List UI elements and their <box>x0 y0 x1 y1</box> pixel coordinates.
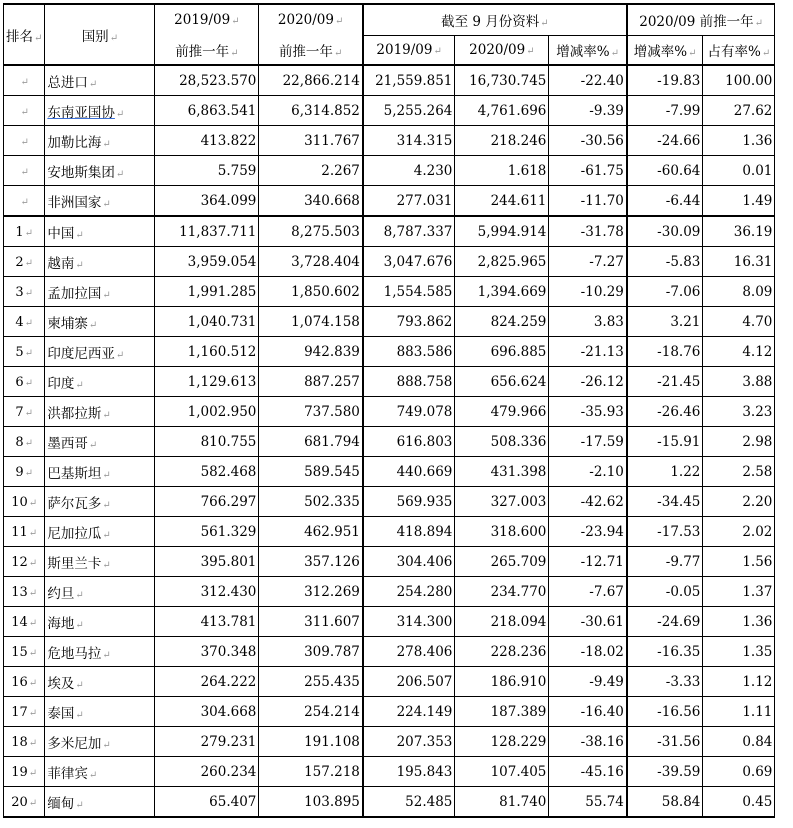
country-name-cell: 埃及↵ <box>45 667 155 697</box>
ytd-2019-cell: 888.758 <box>363 367 455 397</box>
ytd-change-cell: -38.16 <box>549 727 627 757</box>
ytd-change-cell: -22.40 <box>549 65 627 96</box>
ytd-change-cell: -23.94 <box>549 517 627 547</box>
share-cell: 4.12 <box>703 337 775 367</box>
value-2020-cell: 191.108 <box>259 727 363 757</box>
value-2019-cell: 1,160.512 <box>155 337 259 367</box>
prev-change-cell: 3.21 <box>627 307 703 337</box>
table-row <box>4 186 775 217</box>
ranked-rows <box>4 216 775 817</box>
value-2020-cell: 312.269 <box>259 577 363 607</box>
share-cell: 0.01 <box>703 156 775 186</box>
rank-cell: 12↵ <box>4 547 45 577</box>
share-cell: 1.36 <box>703 607 775 637</box>
value-2019-cell: 28,523.570 <box>155 65 259 96</box>
share-cell: 1.49 <box>703 186 775 217</box>
ytd-2019-cell: 440.669 <box>363 457 455 487</box>
ytd-2020-cell: 1,394.669 <box>455 277 549 307</box>
ytd-2020-cell: 265.709 <box>455 547 549 577</box>
table-row <box>4 337 775 367</box>
country-name-cell: 总进口↵ <box>45 65 155 96</box>
value-2019-cell: 304.668 <box>155 697 259 727</box>
value-2019-cell: 413.822 <box>155 126 259 156</box>
country-header: 国别↵ <box>45 4 155 65</box>
ytd-2019-header: 2019/09↵ <box>363 36 455 66</box>
ytd-2019-cell: 4.230 <box>363 156 455 186</box>
ytd-2019-cell: 314.315 <box>363 126 455 156</box>
value-2020-cell: 1,850.602 <box>259 277 363 307</box>
ytd-2020-cell: 81.740 <box>455 787 549 818</box>
value-2020-cell: 942.839 <box>259 337 363 367</box>
table-row <box>4 96 775 126</box>
table-row <box>4 637 775 667</box>
share-cell: 4.70 <box>703 307 775 337</box>
country-name-cell: 印度尼西亚↵ <box>45 337 155 367</box>
ytd-change-cell: -18.02 <box>549 637 627 667</box>
prev-change-cell: -7.06 <box>627 277 703 307</box>
prev-change-cell: -16.56 <box>627 697 703 727</box>
ytd-2019-cell: 254.280 <box>363 577 455 607</box>
rank-cell: 10↵ <box>4 487 45 517</box>
country-name-cell: 越南↵ <box>45 247 155 277</box>
ytd-2019-cell: 5,255.264 <box>363 96 455 126</box>
ytd-2020-cell: 218.246 <box>455 126 549 156</box>
rank-cell: ↵ <box>4 96 45 126</box>
ytd-change-cell: -21.13 <box>549 337 627 367</box>
prev-change-cell: -6.44 <box>627 186 703 217</box>
rank-cell: 6↵ <box>4 367 45 397</box>
value-2020-cell: 737.580 <box>259 397 363 427</box>
prev-change-cell: -19.83 <box>627 65 703 96</box>
prev-change-cell: -60.64 <box>627 156 703 186</box>
ytd-2019-cell: 206.507 <box>363 667 455 697</box>
ytd-2019-cell: 195.843 <box>363 757 455 787</box>
ytd-2019-cell: 52.485 <box>363 787 455 818</box>
value-2019-cell: 5.759 <box>155 156 259 186</box>
prev-change-cell: -21.45 <box>627 367 703 397</box>
ytd-2020-cell: 5,994.914 <box>455 216 549 247</box>
value-2019-cell: 582.468 <box>155 457 259 487</box>
rank-cell: 5↵ <box>4 337 45 367</box>
ytd-2020-cell: 824.259 <box>455 307 549 337</box>
share-cell: 2.20 <box>703 487 775 517</box>
ytd-change-cell: -35.93 <box>549 397 627 427</box>
ytd-change-cell: -61.75 <box>549 156 627 186</box>
rank-cell: 11↵ <box>4 517 45 547</box>
ytd-change-cell: -17.59 <box>549 427 627 457</box>
table-row <box>4 577 775 607</box>
prev-change-cell: 58.84 <box>627 787 703 818</box>
country-name-cell: 菲律宾↵ <box>45 757 155 787</box>
ytd-2019-cell: 314.300 <box>363 607 455 637</box>
table-row <box>4 787 775 818</box>
share-cell: 36.19 <box>703 216 775 247</box>
value-2019-cell: 766.297 <box>155 487 259 517</box>
share-cell: 0.69 <box>703 757 775 787</box>
country-name-cell: 约旦↵ <box>45 577 155 607</box>
value-2019-cell: 3,959.054 <box>155 247 259 277</box>
prev-change-cell: -9.77 <box>627 547 703 577</box>
country-name-cell: 孟加拉国↵ <box>45 277 155 307</box>
ytd-2019-cell: 616.803 <box>363 427 455 457</box>
ytd-2020-cell: 4,761.696 <box>455 96 549 126</box>
rank-cell: ↵ <box>4 126 45 156</box>
country-name-cell: 中国↵ <box>45 216 155 247</box>
table-row <box>4 277 775 307</box>
value-2019-cell: 395.801 <box>155 547 259 577</box>
table-row <box>4 487 775 517</box>
prev-year-2019-header: 前推一年↵ <box>155 36 259 66</box>
value-2019-cell: 810.755 <box>155 427 259 457</box>
ytd-2020-cell: 656.624 <box>455 367 549 397</box>
value-2020-cell: 3,728.404 <box>259 247 363 277</box>
share-cell: 2.58 <box>703 457 775 487</box>
prev-change-cell: -30.09 <box>627 216 703 247</box>
share-cell: 2.02 <box>703 517 775 547</box>
header-row-top <box>4 4 775 36</box>
value-2019-cell: 1,040.731 <box>155 307 259 337</box>
prev-change-cell: -15.91 <box>627 427 703 457</box>
ytd-change-cell: 3.83 <box>549 307 627 337</box>
table-row <box>4 397 775 427</box>
value-2020-cell: 887.257 <box>259 367 363 397</box>
value-2020-cell: 22,866.214 <box>259 65 363 96</box>
ytd-2019-cell: 8,787.337 <box>363 216 455 247</box>
prev-change-cell: -26.46 <box>627 397 703 427</box>
ytd-change-cell: -12.71 <box>549 547 627 577</box>
import-table-container <box>3 3 775 818</box>
prev-change-cell: -7.99 <box>627 96 703 126</box>
rank-cell: 15↵ <box>4 637 45 667</box>
table-row <box>4 427 775 457</box>
value-2020-cell: 157.218 <box>259 757 363 787</box>
rank-cell: 7↵ <box>4 397 45 427</box>
prev-change-cell: -18.76 <box>627 337 703 367</box>
value-2019-cell: 65.407 <box>155 787 259 818</box>
rank-cell: 3↵ <box>4 277 45 307</box>
ytd-change-cell: -9.39 <box>549 96 627 126</box>
value-2019-cell: 413.781 <box>155 607 259 637</box>
ytd-2020-cell: 228.236 <box>455 637 549 667</box>
prev-change-cell: -16.35 <box>627 637 703 667</box>
ytd-change-cell: -11.70 <box>549 186 627 217</box>
prev-change-cell: -5.83 <box>627 247 703 277</box>
value-2020-cell: 589.545 <box>259 457 363 487</box>
rank-cell: 20↵ <box>4 787 45 818</box>
share-cell: 1.36 <box>703 126 775 156</box>
share-cell: 0.84 <box>703 727 775 757</box>
value-2020-cell: 462.951 <box>259 517 363 547</box>
prev-year-2020-header: 前推一年↵ <box>259 36 363 66</box>
rank-cell: ↵ <box>4 186 45 217</box>
ytd-2020-cell: 128.229 <box>455 727 549 757</box>
ytd-2020-cell: 244.611 <box>455 186 549 217</box>
ytd-change-cell: -10.29 <box>549 277 627 307</box>
ytd-2019-cell: 304.406 <box>363 547 455 577</box>
table-row <box>4 547 775 577</box>
value-2019-cell: 364.099 <box>155 186 259 217</box>
ytd-2020-cell: 318.600 <box>455 517 549 547</box>
year-2020-header: 2020/09↵ <box>259 4 363 36</box>
prev-change-cell: -24.66 <box>627 126 703 156</box>
ytd-2019-cell: 207.353 <box>363 727 455 757</box>
value-2020-cell: 2.267 <box>259 156 363 186</box>
year-2019-header: 2019/09↵ <box>155 4 259 36</box>
country-name-cell: 海地↵ <box>45 607 155 637</box>
rank-cell: ↵ <box>4 156 45 186</box>
table-row <box>4 307 775 337</box>
ytd-2019-cell: 883.586 <box>363 337 455 367</box>
ytd-2019-cell: 21,559.851 <box>363 65 455 96</box>
ytd-2019-cell: 1,554.585 <box>363 277 455 307</box>
rank-header: 排名↵ <box>4 4 45 65</box>
share-cell: 3.88 <box>703 367 775 397</box>
rank-cell: 19↵ <box>4 757 45 787</box>
rank-cell: 16↵ <box>4 667 45 697</box>
rank-cell: 14↵ <box>4 607 45 637</box>
value-2020-cell: 8,275.503 <box>259 216 363 247</box>
ytd-2020-cell: 327.003 <box>455 487 549 517</box>
country-name-cell: 东南亚国协↵ <box>45 96 155 126</box>
share-cell: 16.31 <box>703 247 775 277</box>
country-name-cell: 多米尼加↵ <box>45 727 155 757</box>
share-cell: 1.37 <box>703 577 775 607</box>
value-2020-cell: 681.794 <box>259 427 363 457</box>
rank-cell: 18↵ <box>4 727 45 757</box>
country-name-cell: 安地斯集团↵ <box>45 156 155 186</box>
ytd-change-cell: -30.61 <box>549 607 627 637</box>
ytd-2019-cell: 277.031 <box>363 186 455 217</box>
table-row <box>4 65 775 96</box>
prev-change-cell: -39.59 <box>627 757 703 787</box>
ytd-change-cell: -26.12 <box>549 367 627 397</box>
country-name-cell: 危地马拉↵ <box>45 637 155 667</box>
prev-change-cell: -0.05 <box>627 577 703 607</box>
rank-cell: 8↵ <box>4 427 45 457</box>
value-2019-cell: 6,863.541 <box>155 96 259 126</box>
value-2020-cell: 502.335 <box>259 487 363 517</box>
share-cell: 2.98 <box>703 427 775 457</box>
prev-change-cell: -31.56 <box>627 727 703 757</box>
share-cell: 1.56 <box>703 547 775 577</box>
table-row <box>4 697 775 727</box>
value-2020-cell: 311.767 <box>259 126 363 156</box>
value-2020-cell: 309.787 <box>259 637 363 667</box>
prev-year-group-header: 2020/09 前推一年↵ <box>627 4 775 36</box>
value-2019-cell: 279.231 <box>155 727 259 757</box>
value-2019-cell: 1,002.950 <box>155 397 259 427</box>
value-2019-cell: 561.329 <box>155 517 259 547</box>
country-name-cell: 尼加拉瓜↵ <box>45 517 155 547</box>
value-2020-cell: 103.895 <box>259 787 363 818</box>
table-row <box>4 757 775 787</box>
table-row <box>4 367 775 397</box>
table-row <box>4 126 775 156</box>
share-cell: 8.09 <box>703 277 775 307</box>
table-row <box>4 667 775 697</box>
table-row <box>4 247 775 277</box>
country-name-cell: 加勒比海↵ <box>45 126 155 156</box>
rank-cell: 1↵ <box>4 216 45 247</box>
value-2019-cell: 260.234 <box>155 757 259 787</box>
ytd-change-cell: -9.49 <box>549 667 627 697</box>
ytd-2020-cell: 187.389 <box>455 697 549 727</box>
country-name-cell: 柬埔寨↵ <box>45 307 155 337</box>
ytd-2020-cell: 186.910 <box>455 667 549 697</box>
ytd-2020-cell: 479.966 <box>455 397 549 427</box>
ytd-2019-cell: 418.894 <box>363 517 455 547</box>
prev-change-cell: -34.45 <box>627 487 703 517</box>
share-cell: 27.62 <box>703 96 775 126</box>
ytd-2020-cell: 431.398 <box>455 457 549 487</box>
ytd-2019-cell: 749.078 <box>363 397 455 427</box>
ytd-2020-cell: 107.405 <box>455 757 549 787</box>
value-2019-cell: 1,129.613 <box>155 367 259 397</box>
value-2020-cell: 311.607 <box>259 607 363 637</box>
share-cell: 3.23 <box>703 397 775 427</box>
ytd-2019-cell: 3,047.676 <box>363 247 455 277</box>
value-2019-cell: 11,837.711 <box>155 216 259 247</box>
table-row <box>4 216 775 247</box>
ytd-2020-cell: 218.094 <box>455 607 549 637</box>
ytd-2020-cell: 234.770 <box>455 577 549 607</box>
ytd-change-header: 增减率%↵ <box>549 36 627 66</box>
share-cell: 100.00 <box>703 65 775 96</box>
share-cell: 1.35 <box>703 637 775 667</box>
import-statistics-table <box>3 3 775 818</box>
ytd-change-cell: -16.40 <box>549 697 627 727</box>
ytd-2020-header: 2020/09↵ <box>455 36 549 66</box>
value-2020-cell: 357.126 <box>259 547 363 577</box>
share-cell: 1.11 <box>703 697 775 727</box>
ytd-2020-cell: 2,825.965 <box>455 247 549 277</box>
share-cell: 1.12 <box>703 667 775 697</box>
ytd-change-cell: -31.78 <box>549 216 627 247</box>
ytd-2019-cell: 569.935 <box>363 487 455 517</box>
country-name-cell: 洪都拉斯↵ <box>45 397 155 427</box>
ytd-2019-cell: 224.149 <box>363 697 455 727</box>
value-2019-cell: 1,991.285 <box>155 277 259 307</box>
table-row <box>4 727 775 757</box>
rank-cell: ↵ <box>4 65 45 96</box>
ytd-2020-cell: 1.618 <box>455 156 549 186</box>
ytd-group-header: 截至 9 月份资料↵ <box>363 4 627 36</box>
country-name-cell: 缅甸↵ <box>45 787 155 818</box>
country-name-cell: 泰国↵ <box>45 697 155 727</box>
value-2020-cell: 340.668 <box>259 186 363 217</box>
ytd-2019-cell: 278.406 <box>363 637 455 667</box>
country-name-cell: 萨尔瓦多↵ <box>45 487 155 517</box>
ytd-change-cell: -45.16 <box>549 757 627 787</box>
table-row <box>4 517 775 547</box>
table-row <box>4 457 775 487</box>
country-name-cell: 非洲国家↵ <box>45 186 155 217</box>
prev-change-cell: -24.69 <box>627 607 703 637</box>
ytd-change-cell: -7.27 <box>549 247 627 277</box>
table-row <box>4 156 775 186</box>
ytd-2020-cell: 508.336 <box>455 427 549 457</box>
ytd-change-cell: -2.10 <box>549 457 627 487</box>
share-cell: 0.45 <box>703 787 775 818</box>
prev-change-cell: -17.53 <box>627 517 703 547</box>
prev-change-header: 增减率%↵ <box>627 36 703 66</box>
rank-cell: 17↵ <box>4 697 45 727</box>
value-2020-cell: 1,074.158 <box>259 307 363 337</box>
value-2019-cell: 370.348 <box>155 637 259 667</box>
value-2020-cell: 255.435 <box>259 667 363 697</box>
table-row <box>4 607 775 637</box>
country-name-cell: 印度↵ <box>45 367 155 397</box>
ytd-2019-cell: 793.862 <box>363 307 455 337</box>
value-2019-cell: 312.430 <box>155 577 259 607</box>
rank-cell: 13↵ <box>4 577 45 607</box>
country-name-cell: 斯里兰卡↵ <box>45 547 155 577</box>
rank-cell: 2↵ <box>4 247 45 277</box>
summary-rows <box>4 65 775 216</box>
ytd-change-cell: -7.67 <box>549 577 627 607</box>
ytd-2020-cell: 696.885 <box>455 337 549 367</box>
ytd-change-cell: -42.62 <box>549 487 627 517</box>
value-2020-cell: 254.214 <box>259 697 363 727</box>
ytd-change-cell: -30.56 <box>549 126 627 156</box>
prev-change-cell: -3.33 <box>627 667 703 697</box>
value-2019-cell: 264.222 <box>155 667 259 697</box>
ytd-change-cell: 55.74 <box>549 787 627 818</box>
rank-cell: 9↵ <box>4 457 45 487</box>
rank-cell: 4↵ <box>4 307 45 337</box>
ytd-2020-cell: 16,730.745 <box>455 65 549 96</box>
prev-change-cell: 1.22 <box>627 457 703 487</box>
value-2020-cell: 6,314.852 <box>259 96 363 126</box>
country-name-cell: 巴基斯坦↵ <box>45 457 155 487</box>
share-header: 占有率%↵ <box>703 36 775 66</box>
country-name-cell: 墨西哥↵ <box>45 427 155 457</box>
